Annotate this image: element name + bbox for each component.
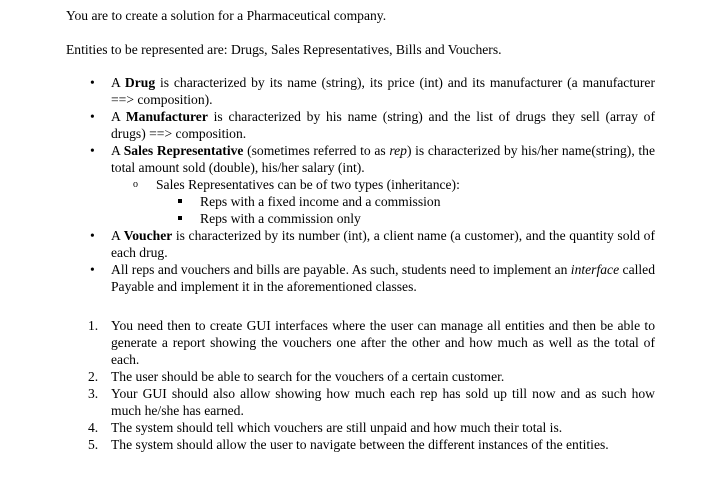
requirement-text: The system should allow the user to navigate between the different instances of the entities. [111,437,609,452]
bullet-drug-text: is characterized by its name (string), its price (int) and its manufacturer (a manufacturer ==> composition). [111,75,655,107]
bullet-drug-term: Drug [124,75,156,90]
bullet-manufacturer [0,108,655,142]
bullet-drug [0,74,655,108]
bullet-sales-rep-italic: rep [389,143,407,158]
subsub-bullet-text: Reps with a commission only [200,211,361,226]
bullet-voucher-term: Voucher [123,228,173,243]
requirement-number: 4. [88,420,99,435]
bullet-dot: • [90,262,95,277]
requirement-number: 5. [88,437,99,452]
bullet-manufacturer-term: Manufacturer [125,109,208,124]
square-bullet-icon [178,199,182,203]
requirement-item [0,419,655,436]
bullet-voucher-text: is characterized by its number (int), a client name (a customer), and the quantity sold of each drug. [111,228,655,260]
requirement-number: 3. [88,386,99,401]
requirement-text: The system should tell which vouchers are still unpaid and how much their total is. [111,420,563,435]
bullet-dot: • [90,143,95,158]
entities-line: Entities to be represented are: Drugs, Sales Representatives, Bills and Vouchers. [66,42,502,57]
intro-line: You are to create a solution for a Pharmaceutical company. [66,8,387,23]
bullet-voucher [0,227,655,261]
bullet-sales-rep-text: ) is characterized by his/her name(string), the total amount sold (double), his/her salary (int). [111,143,655,175]
sales-rep-sub-list [111,176,655,227]
requirement-item [0,368,655,385]
bullet-sales-rep [0,142,655,227]
bullet-payable [0,261,655,295]
bullet-dot: • [90,75,95,90]
sub-bullet-inheritance [0,176,655,193]
requirements-list [0,317,720,453]
subsub-bullet-text: Reps with a fixed income and a commission [200,194,441,209]
bullet-dot: • [90,228,95,243]
bullet-dot: • [90,109,95,124]
entity-bullet-list [0,74,720,295]
sub-bullet-marker: o [133,179,138,190]
requirement-text: You need then to create GUI interfaces where the user can manage all entities and then be able to generate a report showing the vouchers one after the other and how much as well as the total of each. [111,318,655,367]
bullet-drug-pre: A [111,75,125,90]
requirement-item [0,385,655,419]
requirement-number: 2. [88,369,99,384]
subsub-bullet-commission-only [0,210,655,227]
bullet-sales-rep-pre: A [111,143,124,158]
bullet-payable-italic: interface [570,262,620,277]
bullet-voucher-pre: A [111,228,124,243]
sub-bullet-text: Sales Representatives can be of two types (inheritance): [156,177,460,192]
bullet-sales-rep-mid: (sometimes referred to as [243,143,390,158]
requirement-item [0,317,655,368]
bullet-sales-rep-term: Sales Representative [123,143,244,158]
requirement-item [0,436,655,453]
bullet-manufacturer-pre: A [111,109,126,124]
requirement-text: Your GUI should also allow showing how much each rep has sold up till now and as such how much he/she has earned. [111,386,655,418]
square-bullet-icon [178,216,182,220]
requirement-number: 1. [88,318,99,333]
bullet-manufacturer-text: is characterized by his name (string) and the list of drugs they sell (array of drugs) ==> composition. [111,109,655,141]
requirement-text: The user should be able to search for the vouchers of a certain customer. [111,369,505,384]
bullet-payable-text: called Payable and implement it in the aforementioned classes. [111,262,655,294]
bullet-payable-pre: All reps and vouchers and bills are payable. As such, students need to implement an [111,262,571,277]
subsub-bullet-fixed-income [0,193,655,210]
